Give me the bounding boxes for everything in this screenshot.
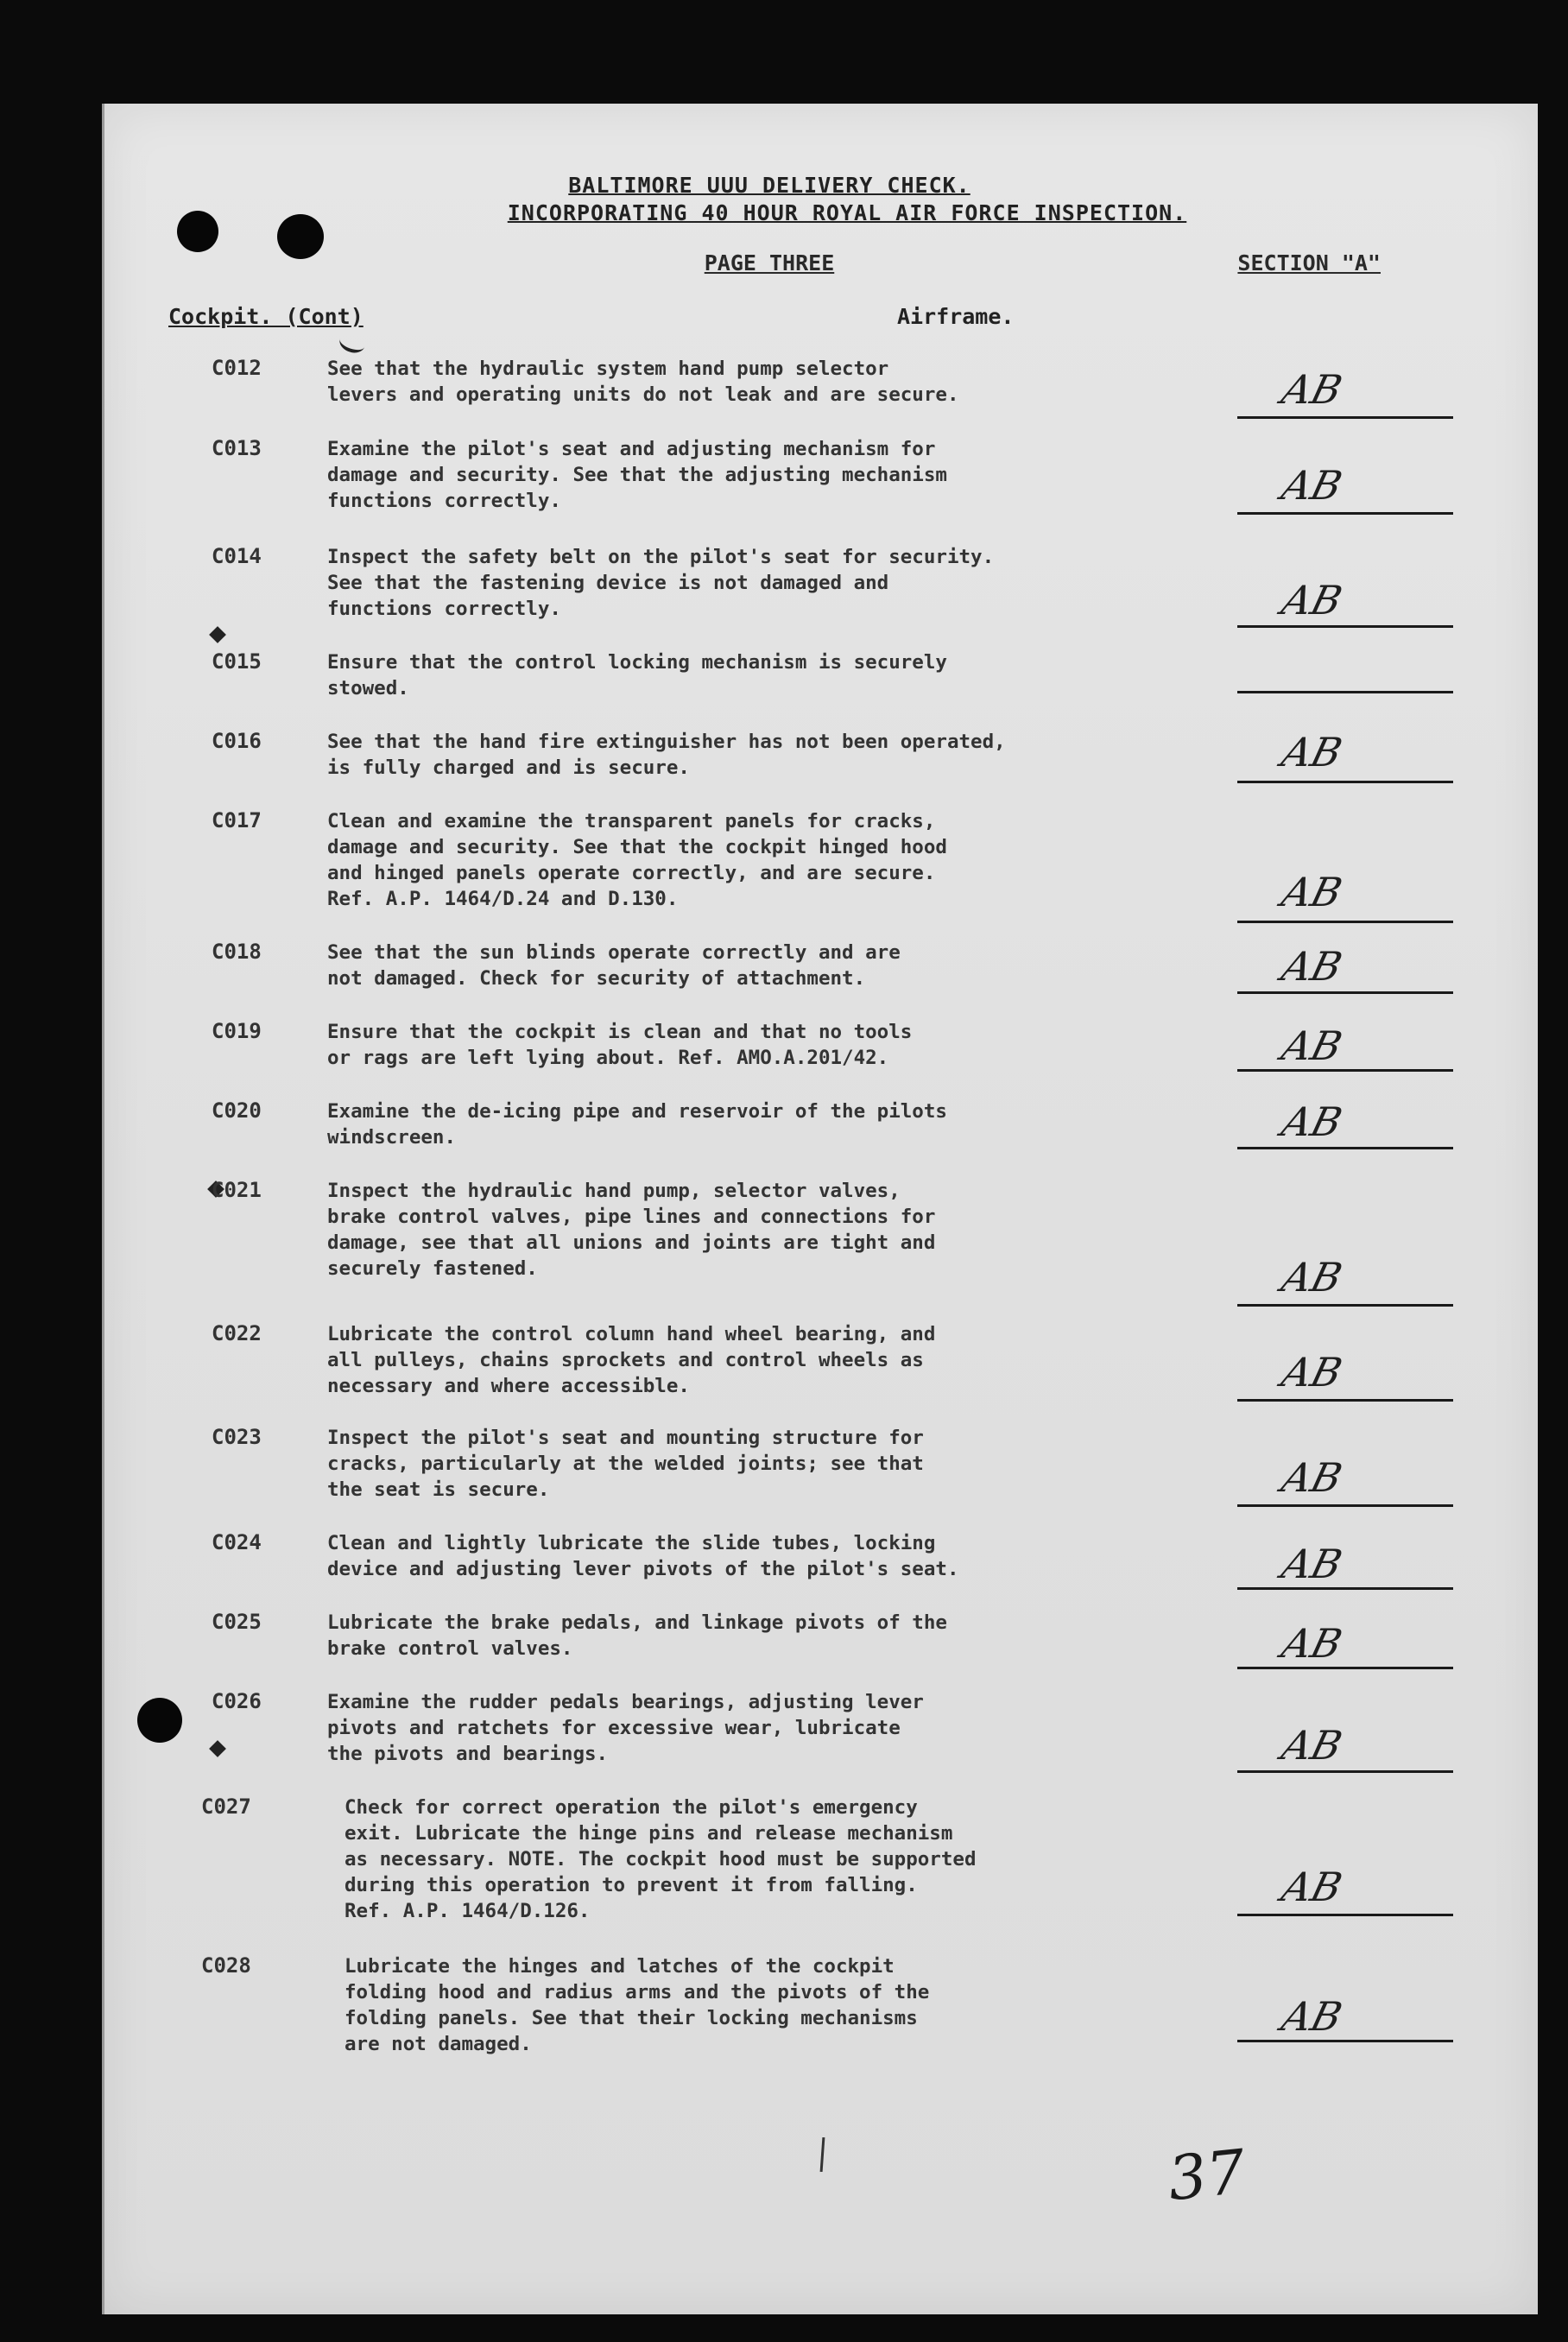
item-text: Lubricate the brake pedals, and linkage pivots of the brake control valves. — [327, 1611, 947, 1660]
item-text: Clean and lightly lubricate the slide tubes, locking device and adjusting lever pivots of the pilot's seat. — [327, 1532, 959, 1580]
signature-line — [1237, 1667, 1453, 1669]
signature-line — [1237, 1914, 1453, 1916]
ink-speck — [209, 626, 226, 643]
item-code: C025 — [212, 1610, 262, 1634]
signature-line — [1237, 1770, 1453, 1773]
item-text: Examine the pilot's seat and adjusting mechanism for damage and security. See that the adjusting mechanism functions correctly. — [327, 438, 947, 512]
left-heading: Cockpit. (Cont) — [168, 304, 364, 329]
inspector-initials: AB — [1277, 1454, 1347, 1501]
punch-hole-top-right — [277, 214, 324, 259]
item-text: Check for correct operation the pilot's emergency exit. Lubricate the hinge pins and release mechanism as necessary. NOTE. The cockpit hood must be supported during this operation to prevent it from falling. Ref. A.P. 1464/D.126. — [345, 1796, 977, 1922]
signature-line — [1237, 1304, 1453, 1307]
signature-line — [1237, 1147, 1453, 1149]
item-text: See that the hydraulic system hand pump selector levers and operating units do not leak and are secure. — [327, 358, 959, 406]
signature-line — [1237, 1504, 1453, 1507]
signature-line — [1237, 512, 1453, 515]
item-code: C027 — [201, 1794, 251, 1819]
item-text: Lubricate the control column hand wheel bearing, and all pulleys, chains sprockets and control wheels as necessary and where accessible. — [327, 1323, 936, 1397]
item-text: Lubricate the hinges and latches of the cockpit folding hood and radius arms and the pivots of the folding panels. See that their locking mechanisms are not damaged. — [345, 1955, 930, 2055]
signature-line — [1237, 416, 1453, 419]
page-number: 37 — [1164, 2136, 1249, 2215]
signature-line — [1237, 691, 1453, 693]
inspector-initials: AB — [1277, 462, 1347, 509]
inspector-initials: AB — [1277, 577, 1347, 623]
item-code: C015 — [212, 649, 262, 674]
page-label: PAGE THREE — [704, 250, 835, 275]
item-code: C019 — [212, 1019, 262, 1043]
item-code: C017 — [212, 808, 262, 832]
document-subtitle: INCORPORATING 40 HOUR ROYAL AIR FORCE INSPECTION. — [507, 200, 1187, 225]
item-code: C028 — [201, 1953, 251, 1978]
item-code: C018 — [212, 940, 262, 964]
inspector-initials: AB — [1277, 366, 1347, 413]
item-text: See that the hand fire extinguisher has not been operated, is fully charged and is secure. — [327, 731, 1006, 779]
inspector-initials: AB — [1277, 1022, 1347, 1069]
item-text: Inspect the safety belt on the pilot's seat for security. See that the fastening device is not damaged and functions correctly. — [327, 546, 995, 620]
signature-line — [1237, 921, 1453, 923]
signature-line — [1237, 625, 1453, 628]
inspector-initials: AB — [1277, 943, 1347, 990]
pencil-mark — [337, 330, 367, 356]
inspector-initials: AB — [1277, 1620, 1347, 1667]
signature-line — [1237, 781, 1453, 783]
item-code: C013 — [212, 436, 262, 460]
signature-line — [1237, 991, 1453, 994]
item-text: Ensure that the cockpit is clean and that no tools or rags are left lying about. Ref. AMO.A.201/42. — [327, 1021, 913, 1069]
inspector-initials: AB — [1277, 729, 1347, 775]
mid-heading: Airframe. — [897, 304, 1015, 329]
item-code: C021 — [212, 1178, 262, 1202]
item-code: C022 — [212, 1321, 262, 1345]
document-title: BALTIMORE UUU DELIVERY CHECK. — [568, 173, 971, 198]
item-text: Ensure that the control locking mechanism is securely stowed. — [327, 651, 947, 699]
section-label: SECTION "A" — [1237, 250, 1381, 275]
signature-line — [1237, 1399, 1453, 1402]
item-code: C023 — [212, 1425, 262, 1449]
inspector-initials: AB — [1277, 1349, 1347, 1396]
item-text: Inspect the hydraulic hand pump, selector valves, brake control valves, pipe lines and connections for damage, see that all unions and joints are tight and securely fastened. — [327, 1180, 936, 1280]
pencil-tick — [820, 2137, 825, 2172]
inspector-initials: AB — [1277, 1098, 1347, 1145]
punch-hole-top-left — [177, 211, 218, 252]
item-text: Examine the rudder pedals bearings, adjusting lever pivots and ratchets for excessive wear, lubricate the pivots and bearings. — [327, 1691, 924, 1765]
inspector-initials: AB — [1277, 1541, 1347, 1587]
item-text: See that the sun blinds operate correctly and are not damaged. Check for security of attachment. — [327, 941, 901, 990]
inspector-initials: AB — [1277, 1993, 1347, 2040]
document-page — [102, 104, 1538, 2314]
inspector-initials: AB — [1277, 1254, 1347, 1301]
item-code: C012 — [212, 356, 262, 380]
punch-hole-bottom — [137, 1698, 182, 1743]
item-code: C024 — [212, 1530, 262, 1554]
inspector-initials: AB — [1277, 869, 1347, 915]
signature-line — [1237, 1069, 1453, 1072]
item-code: C020 — [212, 1098, 262, 1123]
signature-line — [1237, 1587, 1453, 1590]
inspector-initials: AB — [1277, 1722, 1347, 1769]
item-text: Inspect the pilot's seat and mounting structure for cracks, particularly at the welded joints; see that the seat is secure. — [327, 1427, 924, 1501]
item-text: Clean and examine the transparent panels for cracks, damage and security. See that the cockpit hinged hood and hinged panels operate correctly, and are secure. Ref. A.P. 1464/D.24 and D.130. — [327, 810, 947, 910]
inspector-initials: AB — [1277, 1864, 1347, 1910]
signature-line — [1237, 2040, 1453, 2042]
item-code: C026 — [212, 1689, 262, 1713]
item-text: Examine the de-icing pipe and reservoir of the pilots windscreen. — [327, 1100, 947, 1149]
ink-speck — [209, 1740, 226, 1757]
item-code: C016 — [212, 729, 262, 753]
item-code: C014 — [212, 544, 262, 568]
